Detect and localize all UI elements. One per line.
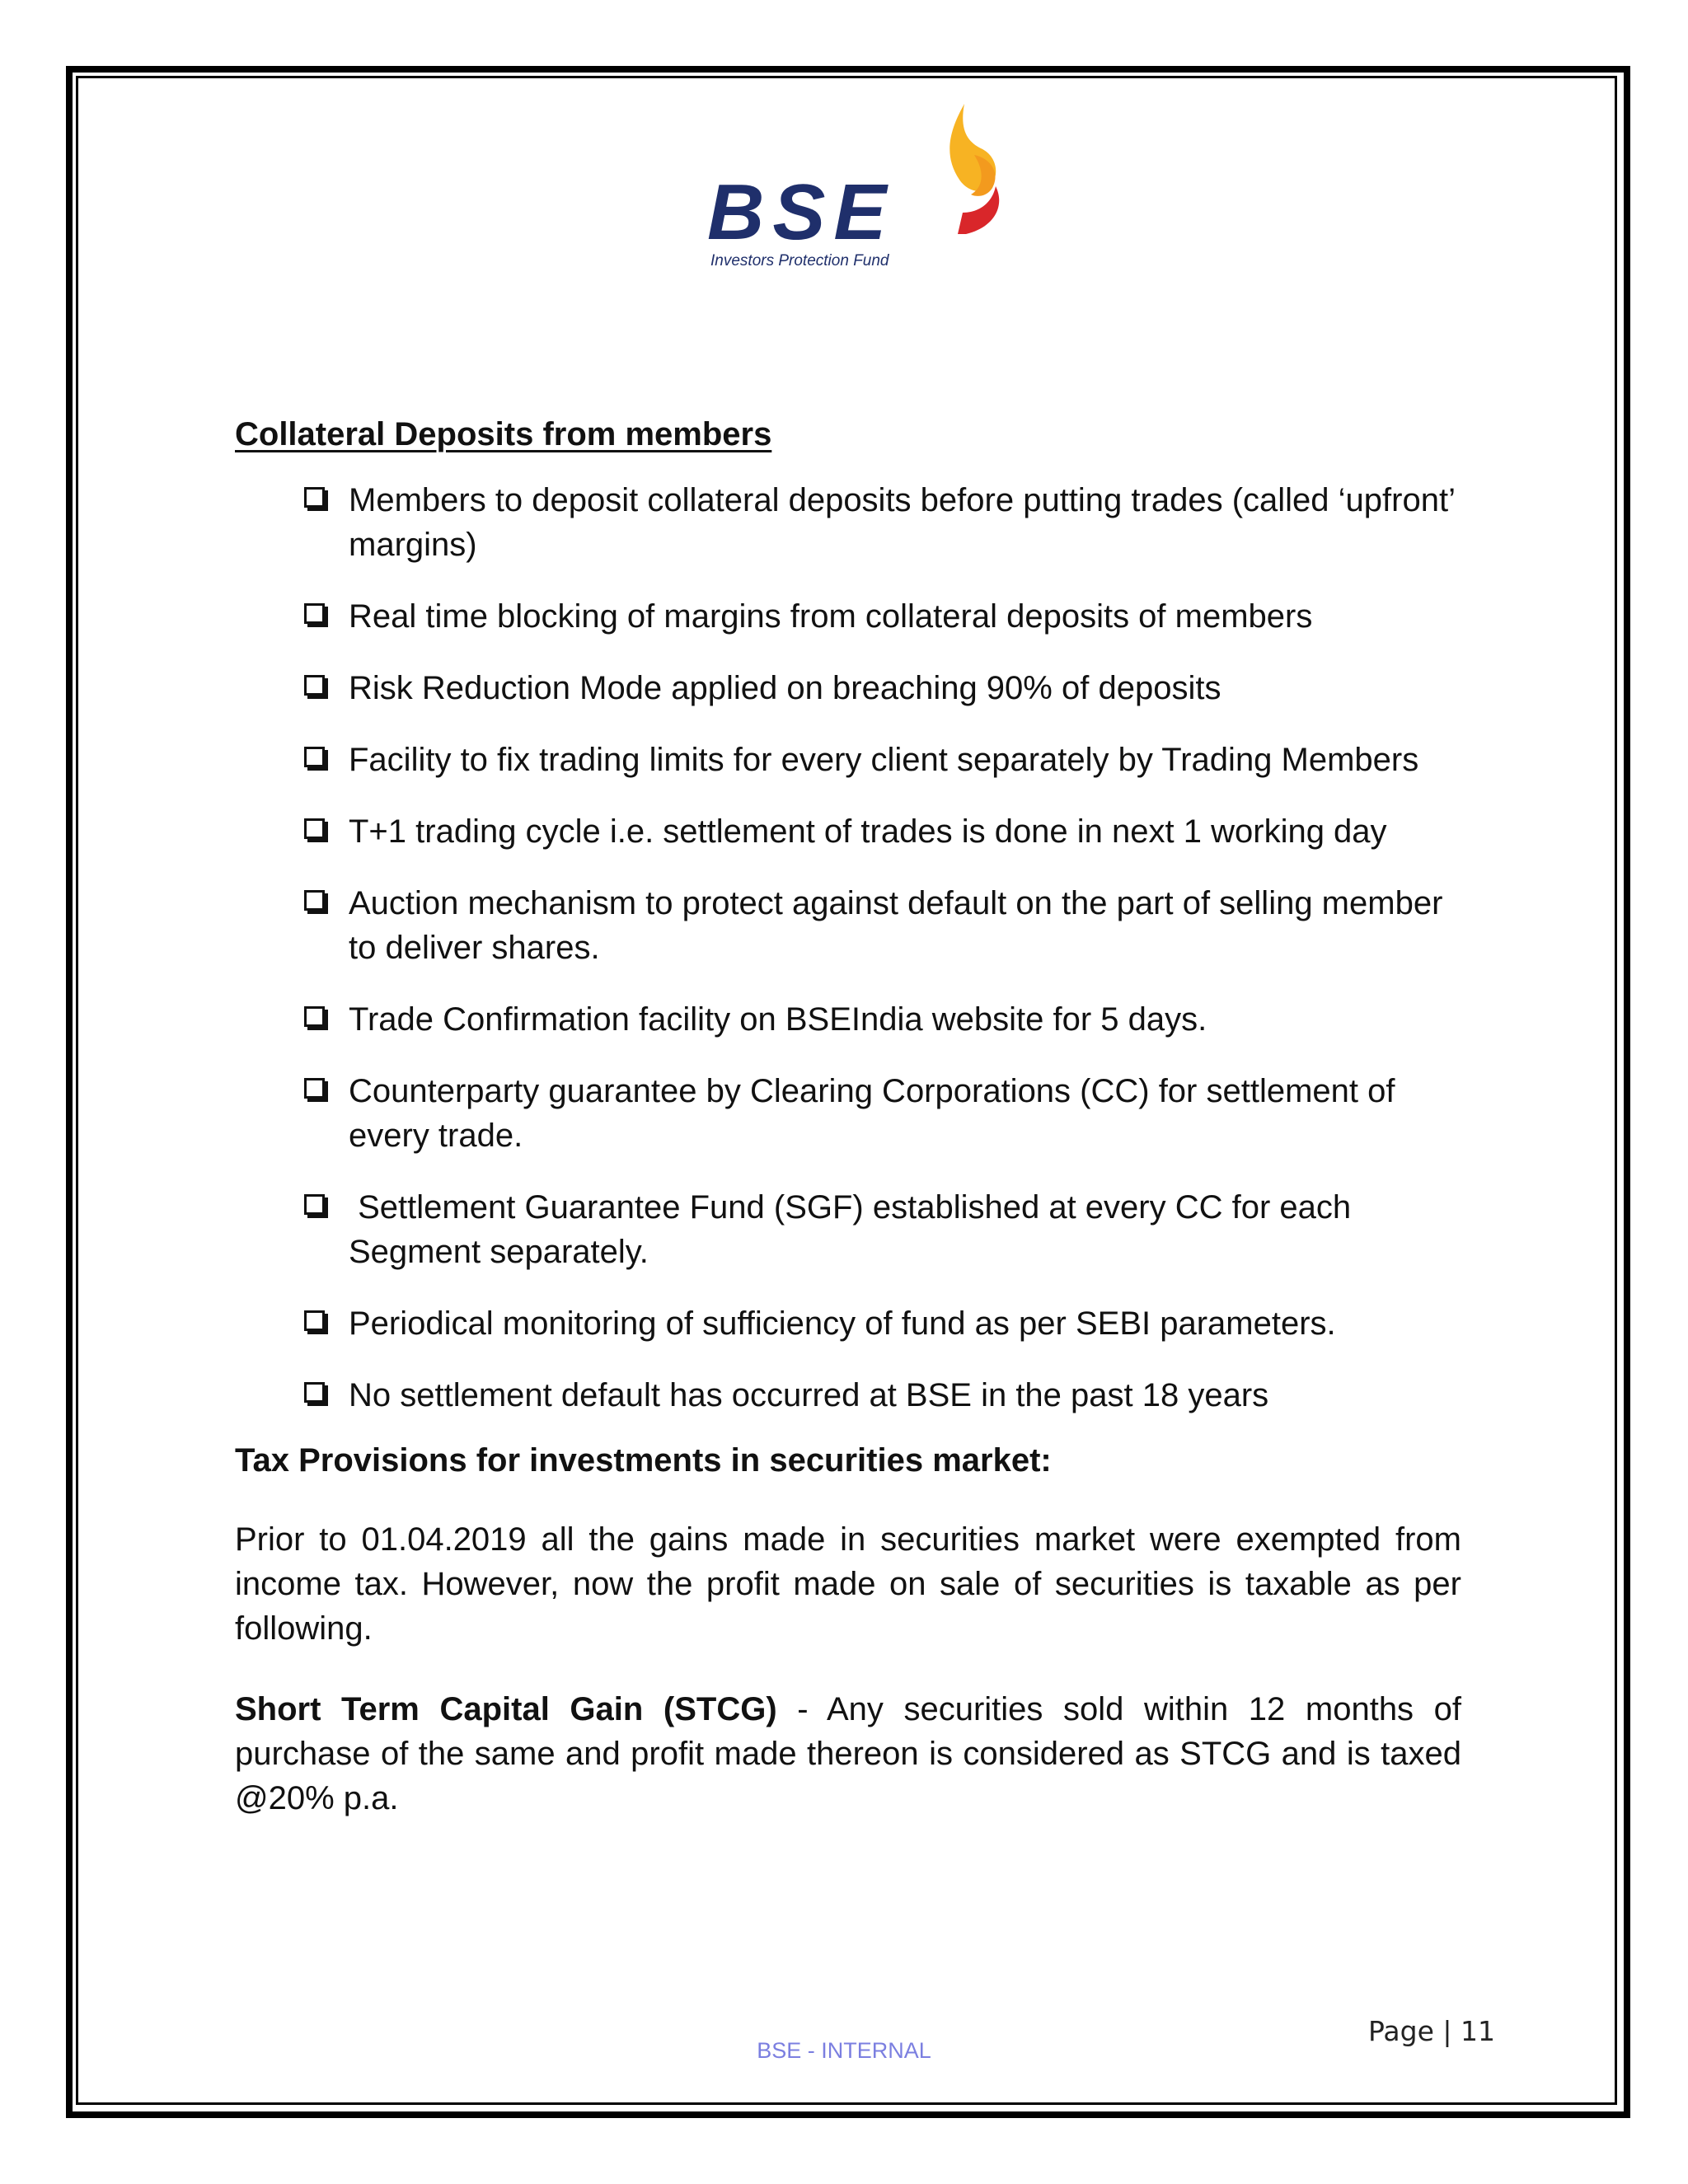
checkbox-bullet-icon — [304, 890, 325, 911]
list-item: Risk Reduction Mode applied on breaching 90% of deposits — [235, 666, 1461, 710]
collateral-heading-text: Collateral Deposits from members — [235, 416, 772, 452]
page-number: Page | 11 — [1368, 2015, 1495, 2047]
checkbox-bullet-icon — [304, 603, 325, 624]
checkbox-bullet-icon — [304, 1382, 325, 1403]
logo-tagline-text: Investors Protection Fund — [710, 252, 889, 269]
list-item: No settlement default has occurred at BSE in the past 18 years — [235, 1373, 1461, 1418]
checkbox-bullet-icon — [304, 1006, 325, 1027]
classification-label: BSE - INTERNAL — [757, 2038, 931, 2063]
list-item: Trade Confirmation facility on BSEIndia website for 5 days. — [235, 997, 1461, 1042]
list-item: Settlement Guarantee Fund (SGF) established at every CC for each Segment separately. — [235, 1185, 1461, 1274]
stcg-paragraph — [235, 1687, 1461, 1821]
checkbox-bullet-icon — [304, 747, 325, 767]
list-item: T+1 trading cycle i.e. settlement of trades is done in next 1 working day — [235, 809, 1461, 854]
checkbox-bullet-icon — [304, 487, 325, 508]
checkbox-bullet-icon — [304, 1078, 325, 1099]
list-item: Periodical monitoring of sufficiency of fund as per SEBI parameters. — [235, 1301, 1461, 1346]
checkbox-bullet-icon — [304, 1194, 325, 1215]
list-item: Auction mechanism to protect against default on the part of selling member to deliver shares. — [235, 881, 1461, 970]
list-item: Counterparty guarantee by Clearing Corporations (CC) for settlement of every trade. — [235, 1069, 1461, 1158]
tax-intro-paragraph: Prior to 01.04.2019 all the gains made in securities market were exempted from income tax. However, now the profit made on sale of securities is taxable as per following. — [235, 1521, 1461, 1647]
checkbox-bullet-icon — [304, 818, 325, 839]
logo-brand-text: BSE — [707, 168, 895, 256]
bse-logo — [702, 97, 1022, 275]
tax-heading: Tax Provisions for investments in securities market: — [235, 1442, 1052, 1479]
list-item: Real time blocking of margins from collateral deposits of members — [235, 594, 1461, 639]
checkbox-bullet-icon — [304, 675, 325, 696]
page-content — [235, 414, 1461, 1821]
stcg-description: - Any securities sold within 12 months of purchase of the same and profit made thereon is considered as STCG and is taxed @20% p.a. — [235, 1691, 1462, 1816]
collateral-list — [235, 478, 1461, 1418]
checkbox-bullet-icon — [304, 1310, 325, 1331]
list-item: Members to deposit collateral deposits before putting trades (called ‘upfront’ margins) — [235, 478, 1461, 567]
collateral-heading — [235, 414, 1461, 455]
stcg-term: Short Term Capital Gain (STCG) — [235, 1691, 777, 1727]
list-item: Facility to fix trading limits for every client separately by Trading Members — [235, 738, 1461, 782]
